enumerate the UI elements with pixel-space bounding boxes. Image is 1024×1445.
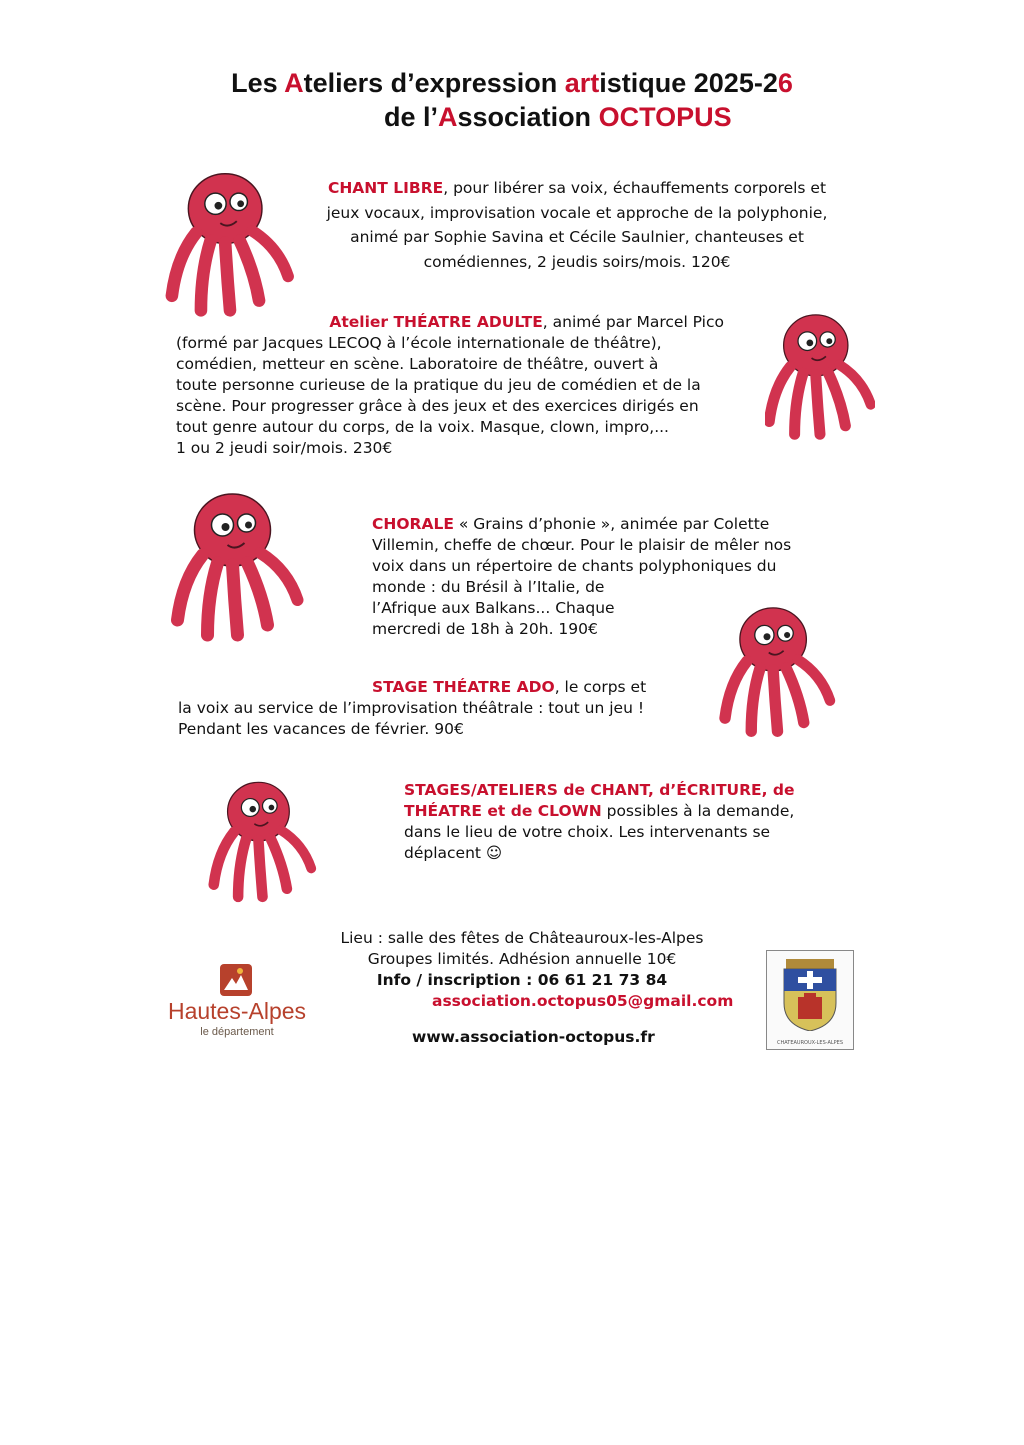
title-text: Les	[231, 68, 285, 98]
title-text: de l’	[384, 102, 439, 132]
section-heading: STAGE THÉATRE ADO	[372, 678, 555, 696]
chateauroux-logo	[766, 950, 854, 1050]
section-heading: THÉATRE et de CLOWN	[404, 802, 602, 820]
ado-line: Pendant les vacances de février. 90€	[178, 720, 464, 738]
theatre-line: 1 ou 2 jeudi soir/mois. 230€	[176, 439, 393, 457]
chorale-line: mercredi de 18h à 20h. 190€	[372, 620, 598, 638]
octopus-illustration-1	[150, 165, 310, 320]
chorale-line: Villemin, cheffe de chœur. Pour le plaisir de mêler nos	[372, 536, 792, 554]
title-highlight: OCTOPUS	[598, 102, 732, 132]
chorale-line: l’Afrique aux Balkans... Chaque	[372, 599, 615, 617]
stages-heading-1: STAGES/ATELIERS de CHANT, d’ÉCRITURE, de	[404, 781, 795, 799]
website-link[interactable]: www.association-octopus.fr	[412, 1028, 655, 1046]
section-chant-libre	[312, 176, 842, 274]
section-text: , animé par Marcel Pico	[542, 313, 724, 331]
email-link[interactable]: association.octopus05@gmail.com	[432, 992, 734, 1010]
title-highlight: 6	[777, 68, 793, 98]
ado-line: la voix au service de l’improvisation théâtrale : tout un jeu !	[178, 699, 645, 717]
chorale-line: voix dans un répertoire de chants polyphoniques du	[372, 557, 777, 575]
chant-line: comédiennes, 2 jeudis soirs/mois. 120€	[423, 252, 731, 271]
chant-line: jeux vocaux, improvisation vocale et approche de la polyphonie,	[326, 203, 828, 222]
section-stages-ateliers	[404, 780, 834, 864]
title-highlight: A	[438, 102, 458, 132]
ado-line	[178, 677, 698, 698]
section-heading: CHORALE	[372, 515, 454, 533]
stages-line	[404, 801, 834, 822]
theatre-line: tout genre autour du corps, de la voix. Masque, clown, impro,...	[176, 418, 669, 436]
octopus-illustration-2	[765, 295, 875, 455]
section-text: possibles à la demande,	[601, 802, 795, 820]
chorale-line	[372, 514, 822, 535]
page-title	[0, 66, 1024, 134]
title-highlight: A	[284, 68, 304, 98]
hautes-alpes-emblem-icon	[218, 962, 254, 998]
chant-line	[312, 176, 842, 201]
section-theatre-adulte	[176, 312, 724, 459]
title-text: ssociation	[457, 102, 599, 132]
footer-info	[322, 928, 734, 1012]
title-line-2	[0, 100, 1024, 134]
section-text: , le corps et	[554, 678, 647, 696]
groupes-text: Groupes limités. Adhésion annuelle 10€	[367, 950, 677, 968]
octopus-illustration-3	[150, 485, 325, 645]
coat-of-arms-icon	[780, 959, 840, 1031]
title-text: teliers d’expression	[303, 68, 565, 98]
hautes-alpes-name: Hautes-Alpes	[167, 998, 307, 1024]
section-heading: THÉATRE ADULTE	[393, 313, 543, 331]
title-highlight: art	[564, 68, 600, 98]
theatre-line: scène. Pour progresser grâce à des jeux et des exercices dirigés en	[176, 397, 699, 415]
section-stage-ado	[178, 677, 698, 740]
hautes-alpes-logo	[162, 960, 312, 1040]
chateauroux-caption: CHATEAUROUX-LES-ALPES	[777, 1040, 843, 1046]
hautes-alpes-sub: le département	[200, 1026, 274, 1038]
title-text: istique 2025-2	[599, 68, 778, 98]
section-text: , pour libérer sa voix, échauffements corporels et	[443, 179, 827, 197]
stages-line: déplacent ☺	[404, 844, 503, 862]
title-line-1	[0, 66, 1024, 100]
theatre-line	[176, 312, 724, 333]
theatre-line: comédien, metteur en scène. Laboratoire de théâtre, ouvert à	[176, 355, 659, 373]
theatre-line: toute personne curieuse de la pratique du jeu de comédien et de la	[176, 376, 701, 394]
octopus-illustration-5	[185, 775, 340, 905]
section-heading: CHANT LIBRE	[327, 179, 444, 197]
lieu-text: Lieu : salle des fêtes de Châteauroux-les-Alpes	[340, 929, 704, 947]
octopus-illustration-4	[705, 600, 850, 740]
chant-line: animé par Sophie Savina et Cécile Saulnier, chanteuses et	[350, 228, 804, 246]
chorale-line: monde : du Brésil à l’Italie, de	[372, 578, 605, 596]
stages-line: dans le lieu de votre choix. Les intervenants se	[404, 823, 771, 841]
section-heading-prefix: Atelier	[329, 313, 394, 331]
info-text: Info / inscription : 06 61 21 73 84	[376, 971, 668, 989]
section-text: « Grains d’phonie », animée par Colette	[453, 515, 770, 533]
theatre-line: (formé par Jacques LECOQ à l’école internationale de théâtre),	[176, 334, 662, 352]
